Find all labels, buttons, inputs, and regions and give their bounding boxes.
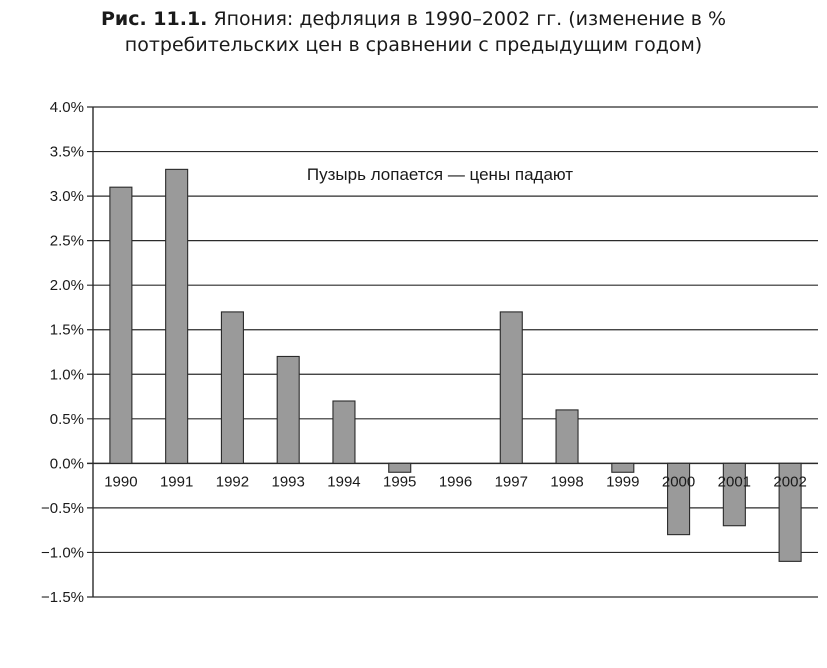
x-tick-label: 1998 <box>550 473 584 491</box>
y-tick-label: −0.5% <box>41 499 84 517</box>
y-tick-label: −1.0% <box>41 544 84 562</box>
x-tick-label: 1994 <box>327 473 361 491</box>
bar-1995 <box>389 463 411 472</box>
x-tick-label: 1995 <box>383 473 417 491</box>
bar-1993 <box>277 356 299 463</box>
x-tick-label: 1999 <box>606 473 640 491</box>
y-tick-label: 0.0% <box>49 455 84 473</box>
y-tick-label: 2.5% <box>49 232 84 250</box>
y-tick-label: 1.0% <box>49 366 84 384</box>
bar-1999 <box>612 463 634 472</box>
annotation-text: Пузырь лопается — цены падают <box>306 165 574 184</box>
bar-1994 <box>333 401 355 463</box>
caption-figure-number: Рис. 11.1. <box>100 8 208 30</box>
bar-1992 <box>221 312 243 463</box>
bar-1990 <box>110 187 132 463</box>
y-tick-label: −1.5% <box>41 589 84 606</box>
y-tick-label: 3.5% <box>49 143 84 161</box>
x-tick-label: 1992 <box>215 473 250 491</box>
x-tick-label: 1990 <box>104 473 138 491</box>
x-tick-label: 2000 <box>661 473 696 491</box>
x-tick-label: 2002 <box>773 473 807 491</box>
y-tick-label: 4.0% <box>49 99 84 116</box>
caption-title: Япония: дефляция в 1990–2002 гг. (изменение в % <box>213 8 727 30</box>
y-tick-label: 1.5% <box>49 321 84 339</box>
y-tick-label: 3.0% <box>49 188 84 206</box>
bar-1997 <box>500 312 522 463</box>
caption-line-2: потребительских цен в сравнении с предыдущим годом) <box>124 34 703 56</box>
bar-1998 <box>556 410 578 463</box>
y-tick-label: 0.5% <box>49 410 84 428</box>
x-tick-label: 2001 <box>717 473 752 491</box>
x-tick-label: 1996 <box>438 473 473 491</box>
y-tick-label: 2.0% <box>49 277 84 295</box>
bar-1991 <box>166 169 188 463</box>
x-tick-label: 1993 <box>271 473 305 491</box>
x-tick-label: 1991 <box>159 473 194 491</box>
x-tick-label: 1997 <box>494 473 528 491</box>
